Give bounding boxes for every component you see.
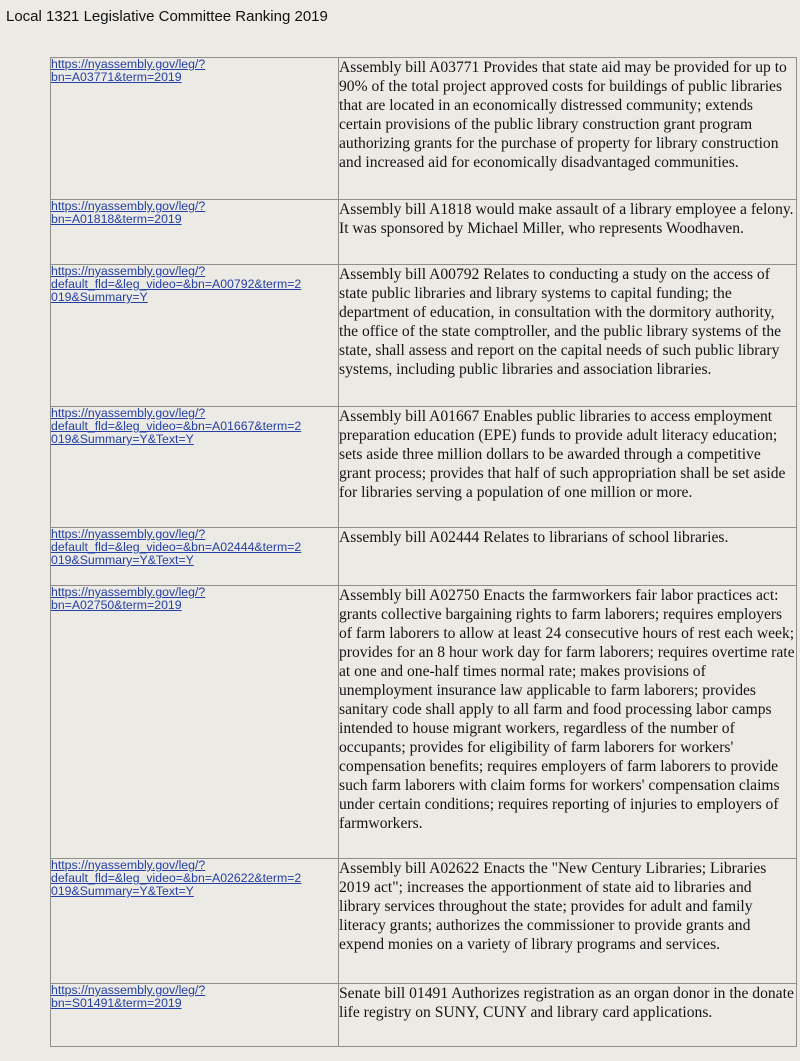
- link-cell: [51, 200, 339, 265]
- bill-description: Assembly bill A02622 Enacts the "New Century Libraries; Libraries 2019 act"; increases the apportionment of state aid to libraries and library services throughout the state; provides for adult and family literacy grants; authorizes the commissioner to provide grants and expend monies on a variety of library programs and services.: [339, 860, 767, 953]
- description-cell: [339, 58, 797, 200]
- bill-link[interactable]: https://nyassembly.gov/leg/? bn=A03771&term=2019: [51, 57, 206, 84]
- bill-link[interactable]: https://nyassembly.gov/leg/? bn=A02750&term=2019: [51, 585, 206, 612]
- bill-link[interactable]: https://nyassembly.gov/leg/? bn=A01818&term=2019: [51, 199, 206, 226]
- link-cell: [51, 58, 339, 200]
- description-cell: [339, 407, 797, 528]
- bill-description: Assembly bill A03771 Provides that state aid may be provided for up to 90% of the total project approved costs for buildings of public libraries that are located in an economically distressed community; extends certain provisions of the public library construction grant program authorizing grants for the purchase of property for library construction and increased aid for economically disadvantaged communities.: [339, 59, 787, 171]
- table-row: [51, 984, 797, 1047]
- bill-link[interactable]: https://nyassembly.gov/leg/? default_fld=&leg_video=&bn=A02622&term=2 019&Summary=Y&Text=Y: [51, 858, 302, 898]
- bill-description: Assembly bill A01667 Enables public libraries to access employment preparation education (EPE) funds to provide adult literacy education; sets aside three million dollars to be awarded through a competitive grant process; provides that half of such appropriation shall be set aside for libraries serving a population of one million or more.: [339, 408, 786, 501]
- description-cell: [339, 859, 797, 984]
- link-cell: [51, 528, 339, 586]
- table-row: [51, 859, 797, 984]
- bill-description: Senate bill 01491 Authorizes registration as an organ donor in the donate life registry on SUNY, CUNY and library card applications.: [339, 985, 794, 1021]
- description-cell: [339, 528, 797, 586]
- table-row: [51, 58, 797, 200]
- bill-link[interactable]: https://nyassembly.gov/leg/? default_fld=&leg_video=&bn=A02444&term=2 019&Summary=Y&Text=Y: [51, 527, 302, 567]
- description-cell: [339, 984, 797, 1047]
- description-cell: [339, 200, 797, 265]
- table-row: [51, 265, 797, 407]
- link-cell: [51, 265, 339, 407]
- table-row: [51, 407, 797, 528]
- bill-link[interactable]: https://nyassembly.gov/leg/? bn=S01491&term=2019: [51, 983, 206, 1010]
- bill-description: Assembly bill A1818 would make assault of a library employee a felony. It was sponsored by Michael Miller, who represents Woodhaven.: [339, 201, 794, 237]
- page-title: Local 1321 Legislative Committee Ranking 2019: [6, 8, 328, 25]
- description-cell: [339, 586, 797, 859]
- link-cell: [51, 586, 339, 859]
- table-row: [51, 586, 797, 859]
- table-row: [51, 200, 797, 265]
- link-cell: [51, 407, 339, 528]
- link-cell: [51, 984, 339, 1047]
- link-cell: [51, 859, 339, 984]
- description-cell: [339, 265, 797, 407]
- bill-description: Assembly bill A02444 Relates to librarians of school libraries.: [339, 529, 729, 546]
- bill-link[interactable]: https://nyassembly.gov/leg/? default_fld=&leg_video=&bn=A00792&term=2 019&Summary=Y: [51, 264, 302, 304]
- table-row: [51, 528, 797, 586]
- bill-description: Assembly bill A02750 Enacts the farmworkers fair labor practices act: grants collective bargaining rights to farm laborers; requires employers of farm laborers to allow at least 24 consecutive hours of rest each week; provides for an 8 hour work day for farm laborers; requires overtime rate at one and one-half times normal rate; makes provisions of unemployment insurance law applicable to farm laborers; provides sanitary code shall apply to all farm and food processing labor camps intended to house migrant workers, regardless of the number of occupants; provides for eligibility of farm laborers for workers' compensation benefits; requires employers of farm laborers to provide such farm laborers with claim forms for workers' compensation claims under certain conditions; requires reporting of injuries to employers of farmworkers.: [339, 587, 795, 832]
- bill-link[interactable]: https://nyassembly.gov/leg/? default_fld=&leg_video=&bn=A01667&term=2 019&Summary=Y&Text=Y: [51, 406, 302, 446]
- bills-table: [50, 57, 797, 1047]
- bill-description: Assembly bill A00792 Relates to conducting a study on the access of state public libraries and library systems to capital funding; the department of education, in consultation with the dormitory authority, the office of the state comptroller, and the public library systems of the state, shall assess and report on the capital needs of such public library systems, including public libraries and association libraries.: [339, 266, 782, 378]
